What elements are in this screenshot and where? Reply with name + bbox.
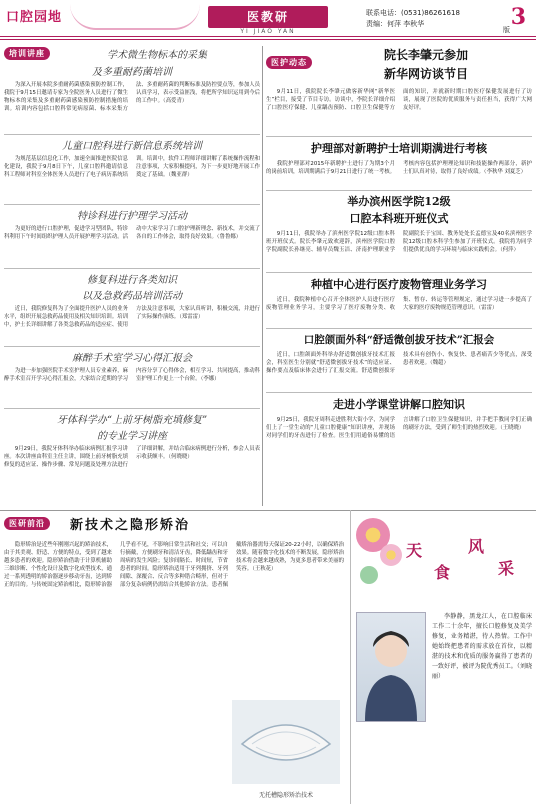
contact-info	[366, 8, 460, 30]
section-title: 医教研	[208, 6, 328, 28]
divider	[4, 346, 260, 347]
page-label: 版	[503, 26, 510, 34]
editor-line: 责编：何萍 李秋华	[366, 20, 425, 28]
divider	[266, 272, 532, 273]
aligner-illustration	[232, 700, 340, 784]
article-body: 近日，我院种植中心召开全体医护人员进行医疗废物管理业务学习，主要学习了医疗废物分类、收集、暂存、转运等管理规定，通过学习进一步提高了大家的医疗废物规范管理意识。（雷雷）	[266, 297, 532, 311]
headline: 走进小学课堂讲解口腔知识	[333, 398, 465, 411]
article-body: 为更好的进行口腔护理，促进学习型团队，特诊科利用下午时间组织护理人员开展护理学习活动。活动中大家学习了口腔护理新理念、新技术，并交流了各自的工作体会，取得良好效果。（鲁鲁娜）	[4, 226, 260, 240]
article-body: 9月11日，我院院长李肇元做客新华网“新华医生”栏目，接受了节目专访。访谈中，李院长详细介绍了口腔医疗保健、儿童龋齿预防、口腔卫生保健等方面的知识，并就新时期口腔医疗保健发展进行了访谈，展现了医院的优质服务与责任担当，获得广大网友好评。	[266, 89, 532, 111]
masthead-rule	[0, 36, 536, 40]
article-emergency-drugs	[4, 271, 260, 345]
headline: 口腔颌面外科“舒适微创拔牙技术”汇报会	[303, 334, 495, 346]
right-column	[266, 44, 532, 508]
headline-line2: 及多重耐药菌培训	[92, 67, 172, 78]
title-char: 采	[498, 559, 515, 578]
headline: 种植中心进行医疗废物管理业务学习	[311, 278, 487, 291]
flower-icon	[380, 544, 402, 566]
article-nurse-assessment	[266, 140, 532, 192]
article-body: 为进一步加强医院手术室护理人员专业素养，麻醉手术室召开学习心得汇报会，大家结合近期的学习内容分享了心得体会，相互学习、共同提高，推动科室护理工作更上一个台阶。（李娜）	[4, 368, 260, 382]
left-column	[4, 44, 260, 508]
divider	[266, 136, 532, 137]
headline: 学术微生物标本的采集	[107, 50, 207, 61]
headline: 新技术之隐形矫治	[70, 518, 191, 533]
decorative-swirl	[70, 4, 200, 30]
phone-line: 联系电话：(0531)86261618	[366, 9, 460, 17]
headline-line2: 以及急救药品培训活动	[82, 291, 182, 302]
headline: 牙体科学办“上前牙树脂充填修复”	[56, 415, 208, 426]
page-number: 3	[510, 4, 526, 30]
headline: 院长李肇元参加	[383, 48, 468, 62]
masthead	[0, 0, 536, 44]
profile-body: 李静静，黑龙江人，在口腔临床工作二十余年，擅长口腔修复及美学修复，业务精湛，待人热情。工作中她始终把患者的需求放在首位，以精湛的技术和优质的服务赢得了患者的一致好评，被评为院优秀员工。（刘晓丽）	[432, 613, 532, 680]
headline-line2: 口腔本科班开班仪式	[349, 212, 449, 225]
tag-news: 医护动态	[266, 56, 312, 69]
article-body: 我院护理部对2015年新聘护士进行了为期3个月的岗前培训，培训期满后于9月21日进行了统一考核。考核内容包括护理理论知识和技能操作两部分，新护士们认真对待，取得了良好成绩。（李秋华 刘夏芝）	[266, 161, 532, 175]
article-body: 近日，口腔颌面外科举办舒适微创拔牙技术汇报会，科室医生分别就“舒适微创拔牙技术”的适应证、操作要点及临床体会进行了汇报交流。舒适微创拔牙技术具有创伤小、恢复快、患者痛苦少等优点，深受患者欢迎。（魏超）	[266, 352, 532, 374]
article-body: 9月25日，我院牙周科走进胜利大街小学，为同学们上了一堂生动的“儿童口腔健康”知识讲座，并现场对同学们的牙齿进行了检查。医生们用通俗易懂的语言讲解了口腔卫生保健知识，并手把手教同学们正确的刷牙方法，受到了师生们的热烈欢迎。（王晓晓）	[266, 417, 532, 439]
article-body: 9月29日，我院牙体科举办临床病例汇报学习讲座。本次讲座由科室主任主讲，围绕上前牙树脂充填修复的适应证、操作步骤、常见问题及处理方法进行了详细讲解，并结合临床病例进行分析，参会人员表示收获颇丰。（何晓晓）	[4, 446, 260, 468]
divider	[4, 268, 260, 269]
article-body: 为规范基层信息化工作，加速全面推进医院信息化建设，我院于9月8日下午，儿童口腔科邀请信息科工程师对科室全体医务人员进行了电子病历系统培训。培训中，软件工程师详细讲解了系统操作流程和注意事项，大家积极提问，为下一步更好地开展工作奠定了基础。（魏亚群）	[4, 156, 260, 178]
sidebar-profile	[356, 516, 532, 800]
headline-line2: 的专业学习讲座	[97, 431, 167, 442]
article-info-system	[4, 137, 260, 203]
divider	[266, 328, 532, 329]
article-anesthesia-report	[4, 349, 260, 407]
article-body: 近日，我院修复科为了全面提升医护人员的业务水平，组织开展急救药品使用及相关知识培训。培训中，护士长详细讲解了各类急救药品的适应症、使用方法及注意事项，大家认真听讲，积极交流，并进行了实际操作演练。（郑雷雷）	[4, 306, 260, 328]
headline: 护理部对新聘护士培训期满进行考核	[311, 142, 487, 155]
divider	[266, 190, 532, 191]
headline: 麻醉手术室学习心得汇报会	[72, 353, 192, 364]
portrait-illustration	[357, 613, 425, 721]
title-char: 天	[406, 541, 423, 560]
title-char: 食	[434, 563, 451, 582]
article-body: 9月11日，我院举办了滨州医学院12级口腔本科班开班仪式。院长李肇元致欢迎辞，滨州医学院口腔学院副院长孙继亮、辅导员魏玉洁、济南护理职业学院副院长于宝国、教务处处长孟德宝及40名滨州医学院12级口腔本科学生参加了开班仪式。我院将为同学们提供优良的学习环境与临床实践机会。（何萍）	[266, 231, 532, 253]
headline: 修复科进行各类知识	[87, 275, 177, 286]
article-minimally-invasive	[266, 332, 532, 391]
headline: 特诊科进行护理学习活动	[77, 211, 187, 222]
article-school-visit	[266, 396, 532, 488]
article-waste-management	[266, 276, 532, 328]
bottom-section	[0, 510, 536, 804]
aligner-photo	[232, 700, 340, 799]
photo-caption: 无托槽隐形矫治技术	[258, 792, 313, 799]
title-char: 风	[468, 537, 485, 556]
leaf-icon	[360, 566, 378, 584]
column-divider	[350, 510, 351, 804]
article-body: 为深入开展本院多重耐药菌感染预防控制工作，我院于9月15日邀请专家为全院医务人员进行了微生物标本的采集及多重耐药菌感染预防控制措施的培训。培训内容包括口腔科常见病原菌、标本采集方法、多重耐药菌的判断标准及防控要点等，参加人员认真学习，表示受益匪浅，将把所学知识运用到今后的工作中。（高爱青）	[4, 82, 260, 112]
headline: 儿童口腔科进行新信息系统培训	[62, 141, 202, 152]
tag-training: 培训讲座	[4, 47, 50, 60]
tag-frontier: 医研前沿	[4, 517, 50, 530]
headline-line2: 新华网访谈节目	[383, 67, 468, 81]
profile-header	[356, 516, 532, 612]
article-nursing-study	[4, 207, 260, 265]
divider	[4, 408, 260, 409]
section-pinyin: YI JIAO YAN	[240, 28, 296, 35]
article-microbe-training	[4, 46, 260, 137]
headline: 举办滨州医学院12级	[347, 195, 451, 208]
divider	[266, 392, 532, 393]
column-divider	[262, 46, 263, 506]
article-dean-interview	[266, 46, 532, 136]
portrait-photo	[356, 612, 426, 722]
divider	[4, 134, 260, 135]
article-body: 隐形矫治是近些年刚刚兴起的矫治技术，由于其美观、舒适、方便的特点，受到了越来越多患者的欢迎。隐形矫治借助于计算机辅助三维诊断、个性化设计及数字化成型技术，通过一系列透明的矫治器逐步移动牙齿，达到矫正的目的。与传统固定矫治相比，隐形矫治器几乎看不见，不影响日常生活和社交；可以自行摘戴，方便刷牙和清洁牙齿，降低龋齿和牙周病的发生风险；复诊间隔长、时间短，节省患者的时间。隐形矫治适用于牙列拥挤、牙列间隙、深覆合、反合等多种错合畸形，但对于部分复杂病例仍需结合其他矫治方法。患者佩戴矫治器需每天保证20-22小时，以确保矫治效果。随着数字化技术的不断发展，隐形矫治技术将会越来越成熟，为更多患者带来美丽的笑容。（王秋花）	[4, 542, 344, 588]
article-invisible-aligner	[4, 514, 344, 802]
article-endodontic-lecture	[4, 411, 260, 505]
divider	[4, 204, 260, 205]
section-logo: 口腔园地	[6, 10, 63, 25]
article-opening-ceremony	[266, 193, 532, 278]
